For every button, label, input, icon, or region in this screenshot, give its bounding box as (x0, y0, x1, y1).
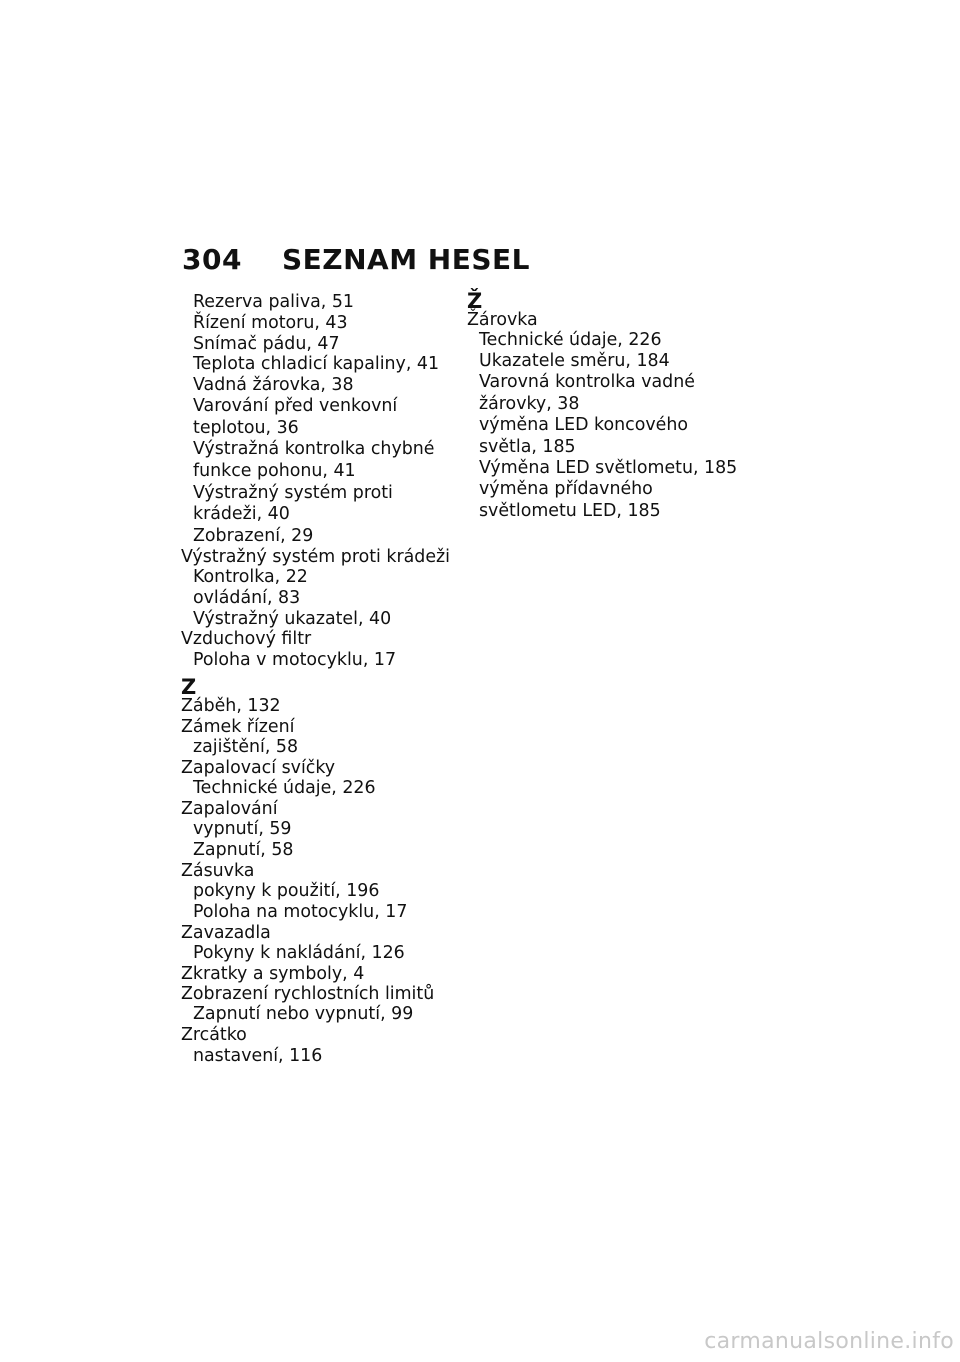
index-entry: Zrcátko (181, 1025, 247, 1046)
index-subentry: Pokyny k nakládání, 126 (193, 943, 405, 964)
index-subentry: ovládání, 83 (193, 587, 301, 608)
index-entry: Zásuvka (181, 860, 255, 881)
index-subentry: Zapnutí, 58 (193, 840, 294, 861)
index-subentry: Ukazatele směru, 184 (479, 351, 670, 372)
index-subentry: žárovky, 38 (479, 393, 580, 414)
index-subentry: Vadná žárovka, 38 (193, 375, 354, 396)
index-entry: Zapalování (181, 798, 278, 819)
index-subentry: Výstražný systém proti (193, 482, 393, 503)
index-subentry: Výstražná kontrolka chybné (193, 439, 435, 460)
index-entry: Zámek řízení (181, 716, 295, 737)
index-subentry: Kontrolka, 22 (193, 566, 308, 587)
index-subentry: Poloha v motocyklu, 17 (193, 649, 397, 670)
index-subentry: Řízení motoru, 43 (193, 312, 348, 333)
index-subentry: Zapnutí nebo vypnutí, 99 (193, 1004, 414, 1025)
index-entry: Výstražný systém proti krádeži (181, 546, 450, 567)
index-entry: Zobrazení rychlostních limitů (181, 984, 435, 1005)
index-entry: Zavazadla (181, 922, 271, 943)
page-number: 304 (182, 243, 242, 276)
index-subentry: teplotou, 36 (193, 417, 299, 438)
index-subentry: Teplota chladicí kapaliny, 41 (193, 354, 440, 375)
index-column-left (181, 292, 481, 1066)
index-column-right (467, 289, 757, 523)
index-entry: Vzduchový filtr (181, 629, 312, 650)
watermark: carmanualsonline.info (704, 1329, 954, 1354)
index-subentry: Výměna LED světlometu, 185 (479, 458, 738, 479)
index-subentry: výměna přídavného (479, 479, 653, 500)
index-entry: Zapalovací svíčky (181, 757, 336, 778)
index-subentry: světlometu LED, 185 (479, 501, 661, 522)
index-subentry: Technické údaje, 226 (193, 778, 376, 799)
index-letter-heading: Z (181, 675, 197, 700)
index-subentry: Zobrazení, 29 (193, 525, 314, 546)
index-subentry: Snímač pádu, 47 (193, 333, 340, 354)
index-subentry: Varovná kontrolka vadné (479, 371, 695, 392)
index-subentry: zajištění, 58 (193, 737, 299, 758)
index-subentry: Varování před venkovní (193, 395, 398, 416)
index-subentry: pokyny k použití, 196 (193, 881, 380, 902)
index-entry: Zkratky a symboly, 4 (181, 963, 365, 984)
index-entry: Žárovka (467, 310, 538, 330)
index-subentry: Rezerva paliva, 51 (193, 292, 354, 312)
index-subentry: Výstražný ukazatel, 40 (193, 608, 392, 629)
page-title: SEZNAM HESEL (282, 243, 531, 276)
index-letter-heading: Ž (467, 289, 483, 313)
index-subentry: výměna LED koncového (479, 415, 688, 436)
index-subentry: krádeži, 40 (193, 504, 290, 525)
index-subentry: Poloha na motocyklu, 17 (193, 901, 408, 922)
index-subentry: vypnutí, 59 (193, 819, 292, 840)
index-subentry: funkce pohonu, 41 (193, 461, 356, 482)
index-subentry: světla, 185 (479, 436, 576, 457)
index-entry: Záběh, 132 (181, 696, 281, 717)
index-subentry: Technické údaje, 226 (479, 330, 662, 351)
index-subentry: nastavení, 116 (193, 1045, 323, 1066)
